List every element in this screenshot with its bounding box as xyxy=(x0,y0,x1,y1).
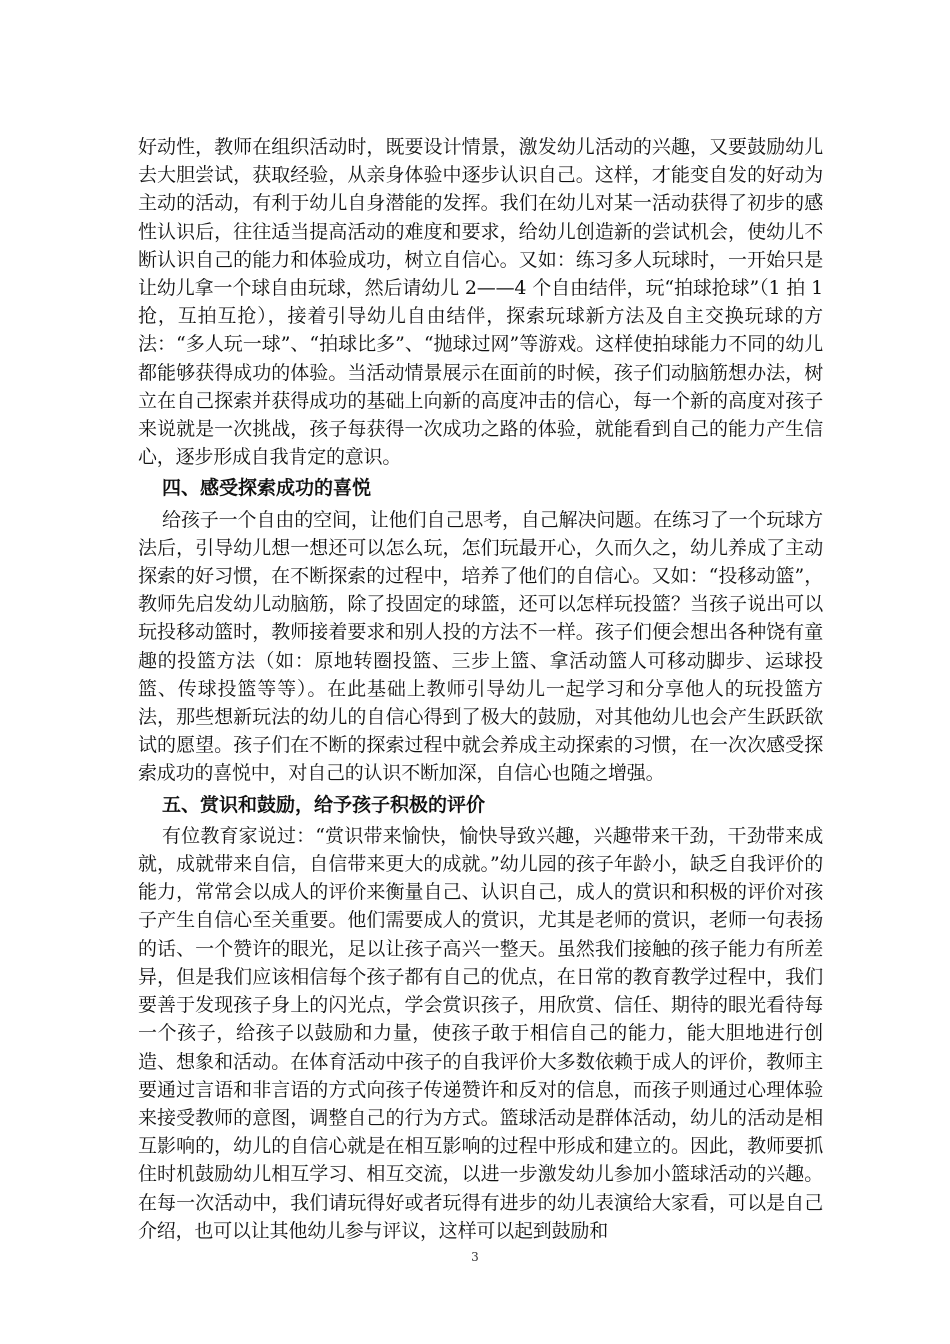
document-body xyxy=(138,133,823,1245)
paragraph-continuation: 好动性，教师在组织活动时，既要设计情景，激发幼儿活动的兴趣，又要鼓励幼儿去大胆尝试，获取经验，从亲身体验中逐步认识自己。这样，才能变自发的好动为主动的活动，有利于幼儿自身潜能的发挥。我们在幼儿对某一活动获得了初步的感性认识后，往往适当提高活动的难度和要求，给幼儿创造新的尝试机会，使幼儿不断认识自己的能力和体验成功，树立自信心。又如：练习多人玩球时，一开始只是让幼儿拿一个球自由玩球，然后请幼儿 2——4 个自由结伴，玩“拍球抢球”（1 拍 1 抢，互拍互抢），接着引导幼儿自由结伴，探索玩球新方法及自主交换玩球的方法：“多人玩一球”、“拍球比多”、“抛球过网”等游戏。这样使拍球能力不同的幼儿都能够获得成功的体验。当活动情景展示在面前的时候，孩子们动脑筋想办法，树立在自己探索并获得成功的基础上向新的高度冲击的信心，每一个新的高度对孩子来说就是一次挑战，孩子每获得一次成功之路的体验，就能看到自己的能力产生信心，逐步形成自我肯定的意识。 xyxy=(138,136,823,469)
section-heading-4: 四、感受探索成功的喜悦 xyxy=(162,477,372,500)
paragraph-section-5: 有位教育家说过：“赏识带来愉快，愉快导致兴趣，兴趣带来干劲，干劲带来成就，成就带来自信，自信带来更大的成就。”幼儿园的孩子年龄小，缺乏自我评价的能力，常常会以成人的评价来衡量自己、认识自己，成人的赏识和积极的评价对孩子产生自信心至关重要。他们需要成人的赏识，尤其是老师的赏识，老师一句表扬的话、一个赞许的眼光，足以让孩子高兴一整天。虽然我们接触的孩子能力有所差异，但是我们应该相信每个孩子都有自己的优点，在日常的教育教学过程中，我们要善于发现孩子身上的闪光点，学会赏识孩子，用欣赏、信任、期待的眼光看待每一个孩子，给孩子以鼓励和力量，使孩子敢于相信自己的能力，能大胆地进行创造、想象和活动。在体育活动中孩子的自我评价大多数依赖于成人的评价，教师主要通过言语和非言语的方式向孩子传递赞许和反对的信息，而孩子则通过心理体验来接受教师的意图，调整自己的行为方式。篮球活动是群体活动，幼儿的活动是相互影响的，幼儿的自信心就是在相互影响的过程中形成和建立的。因此，教师要抓住时机鼓励幼儿相互学习、相互交流，以进一步激发幼儿参加小篮球活动的兴趣。在每一次活动中，我们请玩得好或者玩得有进步的幼儿表演给大家看，可以是自己介绍，也可以让其他幼儿参与评议，这样可以起到鼓励和 xyxy=(138,824,823,1242)
section-heading-5: 五、赏识和鼓励，给予孩子积极的评价 xyxy=(162,793,486,816)
page-number: 3 xyxy=(471,1250,479,1264)
paragraph-section-4: 给孩子一个自由的空间，让他们自己思考，自己解决问题。在练习了一个玩球方法后，引导幼儿想一想还可以怎么玩，怎们玩最开心，久而久之，幼儿养成了主动探索的好习惯，在不断探索的过程中，培养了他们的自信心。又如：“投移动篮”，教师先启发幼儿动脑筋，除了投固定的球篮，还可以怎样玩投篮？当孩子说出可以玩投移动篮时，教师接着要求和别人投的方法不一样。孩子们便会想出各种饶有童趣的投篮方法（如：原地转圈投篮、三步上篮、拿活动篮人可移动脚步、运球投篮、传球投篮等等）。在此基础上教师引导幼儿一起学习和分享他人的玩投篮方法，那些想新玩法的幼儿的自信心得到了极大的鼓励，对其他幼儿也会产生跃跃欲试的愿望。孩子们在不断的探索过程中就会养成主动探索的习惯，在一次次感受探索成功的喜悦中，对自己的认识不断加深，自信心也随之增强。 xyxy=(138,508,823,785)
